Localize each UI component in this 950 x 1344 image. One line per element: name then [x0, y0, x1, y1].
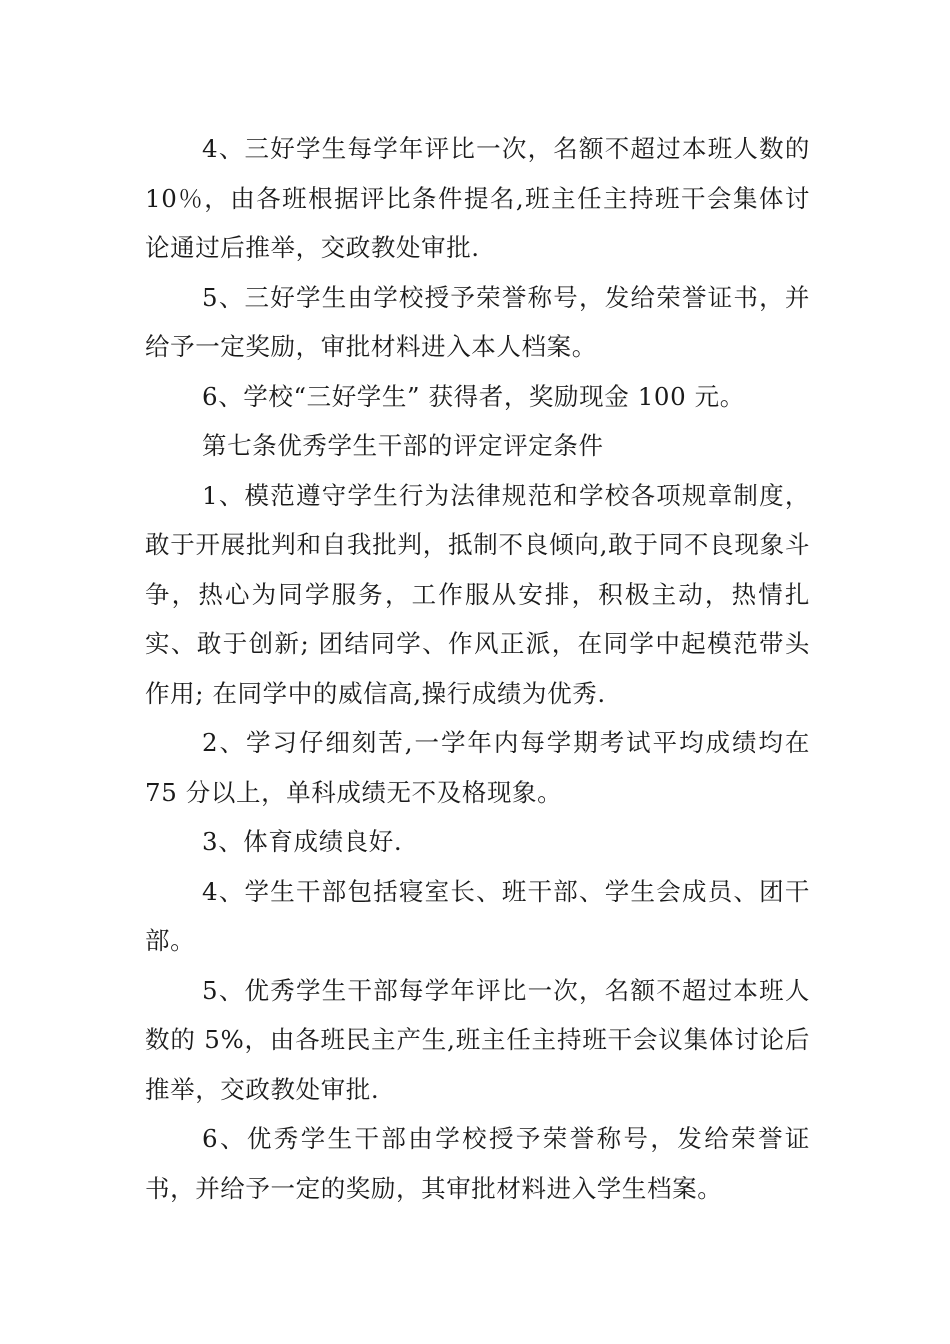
document-body: [145, 124, 810, 1213]
paragraph-6-three-good-reward: 6、学校“三好学生” 获得者，奖励现金 100 元。: [202, 381, 745, 411]
paragraph-2-study-score: 2、学习仔细刻苦,一学年内每学期考试平均成绩均在75 分以上，单科成绩无不及格现象。: [145, 728, 810, 807]
section-heading-article-7: 第七条优秀学生干部的评定评定条件: [202, 431, 604, 460]
paragraph-1-model-conduct: 1、模范遵守学生行为法律规范和学校各项规章制度，敢于开展批判和自我批判，抵制不良倾向,敢于同不良现象斗争，热心为同学服务，工作服从安排，积极主动，热情扎实、敢于创新; 团结同学、作风正派，在同学中起模范带头作用; 在同学中的威信高,操行成绩为优秀.: [145, 480, 810, 708]
paragraph-4-three-good-quota: 4、三好学生每学年评比一次，名额不超过本班人数的10％，由各班根据评比条件提名,班主任主持班干会集体讨论通过后推举，交政教处审批.: [145, 134, 810, 262]
paragraph-5-three-good-honor: 5、三好学生由学校授予荣誉称号，发给荣誉证书，并给予一定奖励，审批材料进入本人档案。: [145, 282, 810, 361]
paragraph-6-cadre-honor: 6、优秀学生干部由学校授予荣誉称号，发给荣誉证书，并给予一定的奖励，其审批材料进入学生档案。: [145, 1124, 810, 1203]
paragraph-5-cadre-quota: 5、优秀学生干部每学年评比一次，名额不超过本班人数的 5%，由各班民主产生,班主任主持班干会议集体讨论后推举，交政教处审批.: [145, 975, 810, 1104]
paragraph-3-sports: 3、体育成绩良好.: [202, 827, 403, 856]
paragraph-4-cadre-scope: 4、学生干部包括寝室长、班干部、学生会成员、团干部。: [145, 876, 810, 955]
